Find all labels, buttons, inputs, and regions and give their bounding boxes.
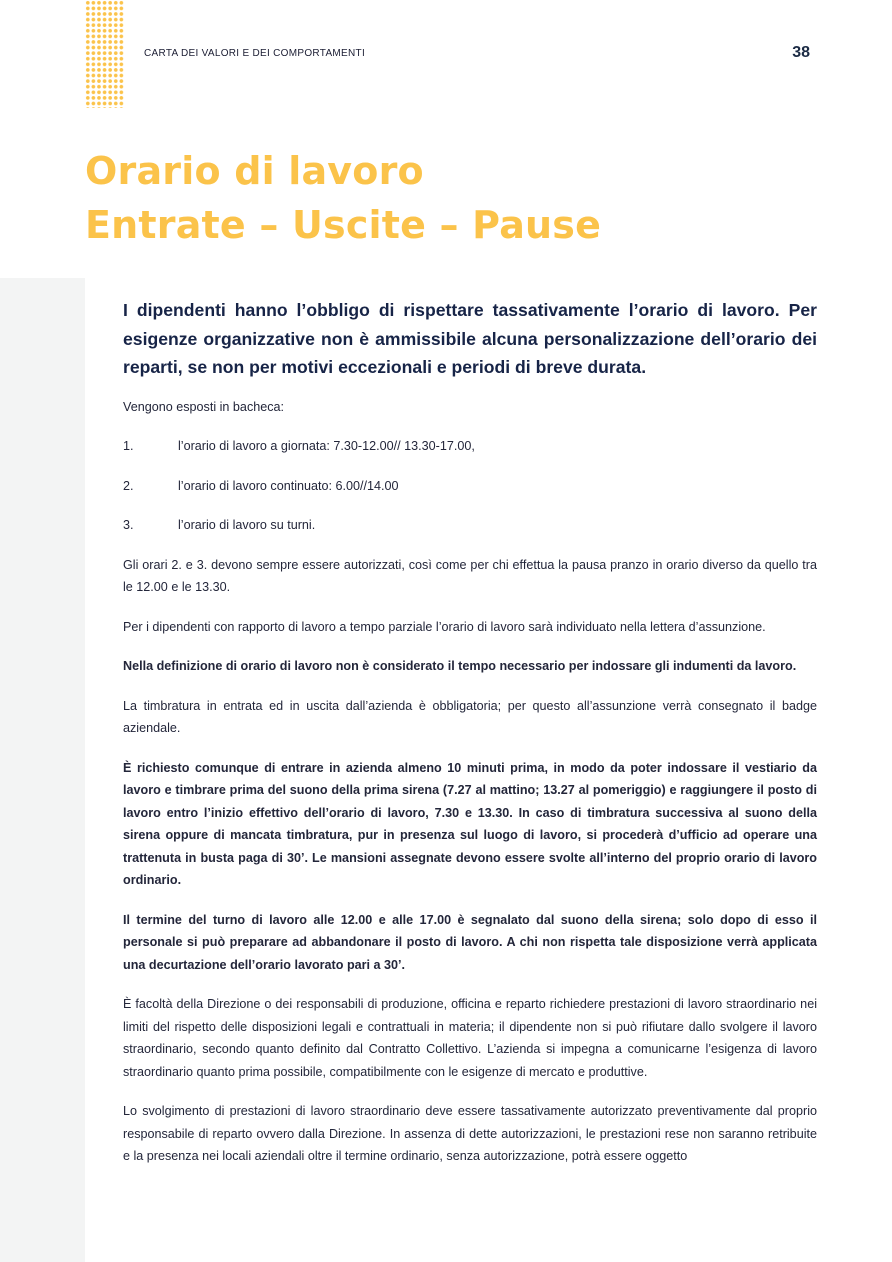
running-header: CARTA DEI VALORI E DEI COMPORTAMENTI	[144, 48, 366, 59]
body-paragraph: Gli orari 2. e 3. devono sempre essere autorizzati, così come per chi effettua la pausa pranzo in orario diverso da quello tra le 12.00 e le 13.30.	[123, 557, 817, 595]
body-paragraph-bold: È richiesto comunque di entrare in azienda almeno 10 minuti prima, in modo da poter indossare il vestiario da lavoro e timbrare prima del suono della prima sirena (7.27 al mattino; 13.27 al pomeriggio) e raggiungere il posto di lavoro entro l’inizio effettivo dell’orario di lavoro, 7.30 e 13.30. In caso di timbratura successiva al suono della sirena oppure di mancata timbratura, pur in presenza sul luogo di lavoro, si procederà d’ufficio ad operare una trattenuta in busta paga di 30’. Le mansioni assegnate devono essere svolte all’interno del proprio orario di lavoro ordinario.	[123, 760, 817, 888]
list-item-number: 3.	[123, 518, 134, 533]
list-item-number: 1.	[123, 439, 134, 454]
list-item-text: l’orario di lavoro a giornata: 7.30-12.00// 13.30-17.00,	[178, 439, 475, 454]
body-paragraph: Lo svolgimento di prestazioni di lavoro straordinario deve essere tassativamente autorizzato preventivamente dal proprio responsabile di reparto ovvero dalla Direzione. In assenza di dette autorizzazioni, le prestazioni rese non saranno retribuite e la presenza nei locali aziendali oltre il termine ordinario, senza autorizzazione, potrà essere oggetto	[123, 1104, 817, 1164]
body-paragraph-bold: Nella definizione di orario di lavoro non è considerato il tempo necessario per indossare gli indumenti da lavoro.	[123, 659, 797, 674]
list-item-text: l’orario di lavoro su turni.	[178, 518, 316, 533]
intro-paragraph: Vengono esposti in bacheca:	[123, 399, 285, 414]
lead-paragraph: I dipendenti hanno l’obbligo di rispettare tassativamente l’orario di lavoro. Per esigenze organizzative non è ammissibile alcuna personalizzazione dell’orario dei reparti, se non per motivi eccezionali e periodi di breve durata.	[123, 300, 817, 378]
list-item	[123, 514, 817, 537]
list-item	[123, 475, 817, 498]
page-title-line-1: Orario di lavoro	[85, 149, 424, 193]
list-item	[123, 435, 817, 458]
list-item-text: l’orario di lavoro continuato: 6.00//14.00	[178, 478, 399, 493]
body-paragraph: Per i dipendenti con rapporto di lavoro a tempo parziale l’orario di lavoro sarà individuato nella lettera d’assunzione.	[123, 619, 766, 634]
content-body	[123, 296, 817, 1185]
schedule-list	[123, 435, 817, 537]
page-number: 38	[792, 44, 810, 61]
dot-pattern-decoration	[85, 0, 125, 108]
page-title-line-2: Entrate – Uscite – Pause	[85, 203, 602, 247]
body-paragraph-bold: Il termine del turno di lavoro alle 12.00 e alle 17.00 è segnalato dal suono della sirena; solo dopo di esso il personale si può preparare ad abbandonare il posto di lavoro. A chi non rispetta tale disposizione verrà applicata una decurtazione dell’orario lavorato pari a 30’.	[123, 912, 817, 972]
sidebar-band	[0, 278, 85, 1262]
page-title	[85, 144, 601, 252]
list-item-number: 2.	[123, 478, 134, 493]
body-paragraph: La timbratura in entrata ed in uscita dall’azienda è obbligatoria; per questo all’assunzione verrà consegnato il badge aziendale.	[123, 698, 817, 736]
body-paragraph: È facoltà della Direzione o dei responsabili di produzione, officina e reparto richiedere prestazioni di lavoro straordinario nei limiti del rispetto delle disposizioni legali e contrattuali in materia; il dipendente non si può rifiutare dallo svolgere il lavoro straordinario, secondo quanto definito dal Contratto Collettivo. L’azienda si impegna a comunicarne l’esigenza di lavoro straordinario quanto prima possibile, compatibilmente con le esigenze di mercato e produttive.	[123, 997, 817, 1079]
